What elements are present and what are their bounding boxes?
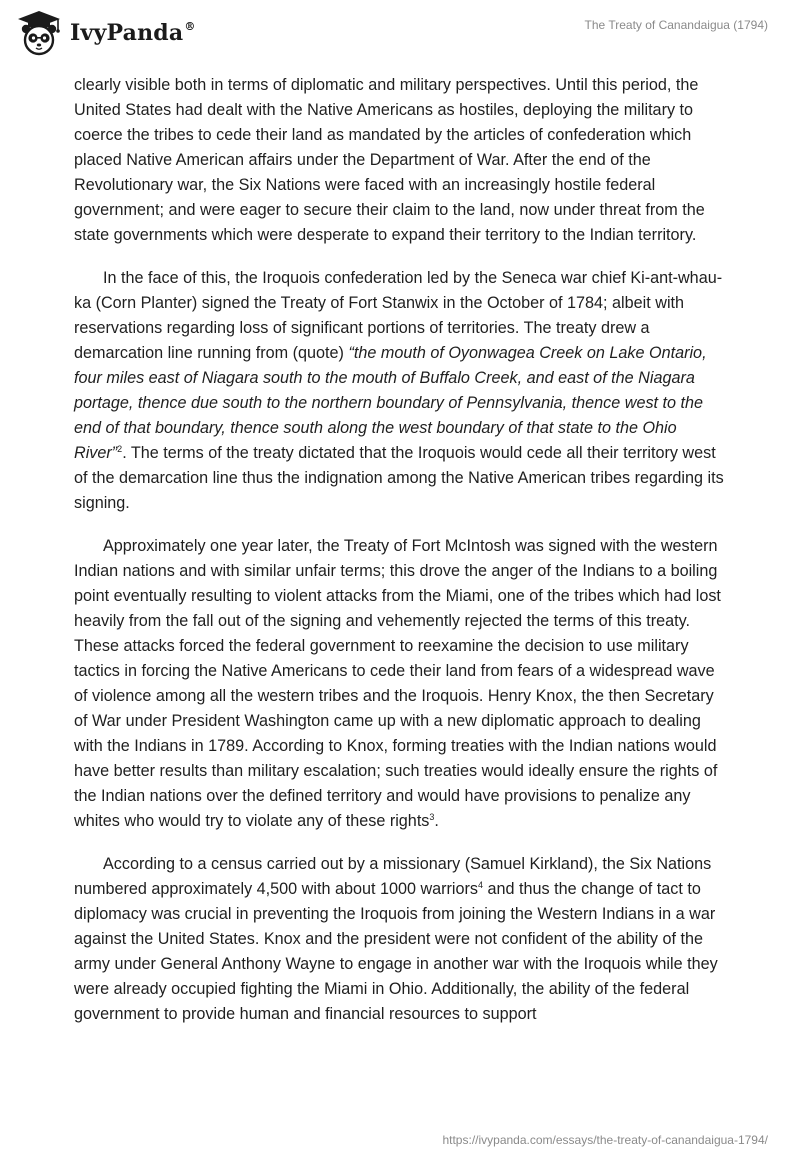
footnote-ref-2[interactable]: 2 [117, 444, 123, 454]
paragraph-1 [74, 73, 726, 248]
source-url[interactable]: https://ivypanda.com/essays/the-treaty-of-canandaigua-1794/ [442, 1133, 768, 1147]
paragraph-4-rest: and thus the change of tact to diplomacy was crucial in preventing the Iroquois from joining the Western Indians in a war against the United States. Knox and the president were not confident of the ability of the army under General Anthony Wayne to engage in another war with the Iroquois while they were already occupied fighting the Miami in Ohio. Additionally, the ability of the federal government to provide human and financial resources to support [74, 880, 718, 1023]
registered-mark: ® [184, 20, 196, 33]
panda-graduate-icon [14, 8, 64, 58]
essay-body [74, 73, 726, 1045]
paragraph-4 [74, 852, 726, 1027]
brand-text: IvyPanda [70, 20, 184, 46]
treaty-quote: “the mouth of Oyonwagea Creek on Lake Ontario, four miles east of Niagara south to the mouth of Buffalo Creek, and east of the Niagara portage, thence due south to the northern boundary of Pennsylvania, thence west to the end of that boundary, thence south along the west boundary of that state to the Ohio River” [74, 344, 707, 462]
paragraph-2 [74, 266, 726, 516]
footnote-ref-4[interactable]: 4 [478, 880, 484, 890]
paragraph-2-rest: . The terms of the treaty dictated that the Iroquois would cede all their territory west of the demarcation line thus the indignation among the Native American tribes regarding its signing. [74, 444, 724, 512]
paragraph-3 [74, 534, 726, 834]
paragraph-2-intro: In the face of this, the Iroquois confederation led by the Seneca war chief Ki-ant-whau-ka (Corn Planter) signed the Treaty of Fort Stanwix in the October of 1784; albeit with reservations regarding loss of significant portions of territories. The treaty drew a demarcation line running from (quote) [74, 269, 723, 362]
paragraph-3-end: . [434, 812, 439, 830]
document-title: The Treaty of Canandaigua (1794) [584, 18, 768, 32]
paragraph-3-text: Approximately one year later, the Treaty of Fort McIntosh was signed with the western Indian nations and with similar unfair terms; this drove the anger of the Indians to a boiling point eventually resulting to violent attacks from the Miami, one of the tribes which had lost heavily from the fall out of the signing and vehemently rejected the terms of this treaty. These attacks forced the federal government to reexamine the decision to use military tactics in forcing the Native Americans to cede their land from fears of a widespread wave of violence among all the western tribes and the Iroquois. Henry Knox, the then Secretary of War under President Washington came up with a new diplomatic approach to dealing with the Indians in 1789. According to Knox, forming treaties with the Indian nations would have better results than military escalation; such treaties would ideally ensure the rights of the Indian nations over the defined territory and would have provisions to penalize any whites who would try to violate any of these rights [74, 537, 721, 830]
paragraph-4-intro: According to a census carried out by a missionary (Samuel Kirkland), the Six Nations numbered approximately 4,500 with about 1000 warriors [74, 855, 712, 898]
footnote-ref-3[interactable]: 3 [429, 812, 435, 822]
page-header [0, 0, 800, 70]
brand-name [70, 20, 196, 46]
ivypanda-logo[interactable] [14, 8, 196, 58]
paragraph-1-text: clearly visible both in terms of diplomatic and military perspectives. Until this period, the United States had dealt with the Native Americans as hostiles, deploying the military to coerce the tribes to cede their land as mandated by the articles of confederation which placed Native American affairs under the Department of War. After the end of the Revolutionary war, the Six Nations were faced with an increasingly hostile federal government; and were eager to secure their claim to the land, now under threat from the state governments which were desperate to expand their territory to the Indian territory. [74, 76, 705, 244]
